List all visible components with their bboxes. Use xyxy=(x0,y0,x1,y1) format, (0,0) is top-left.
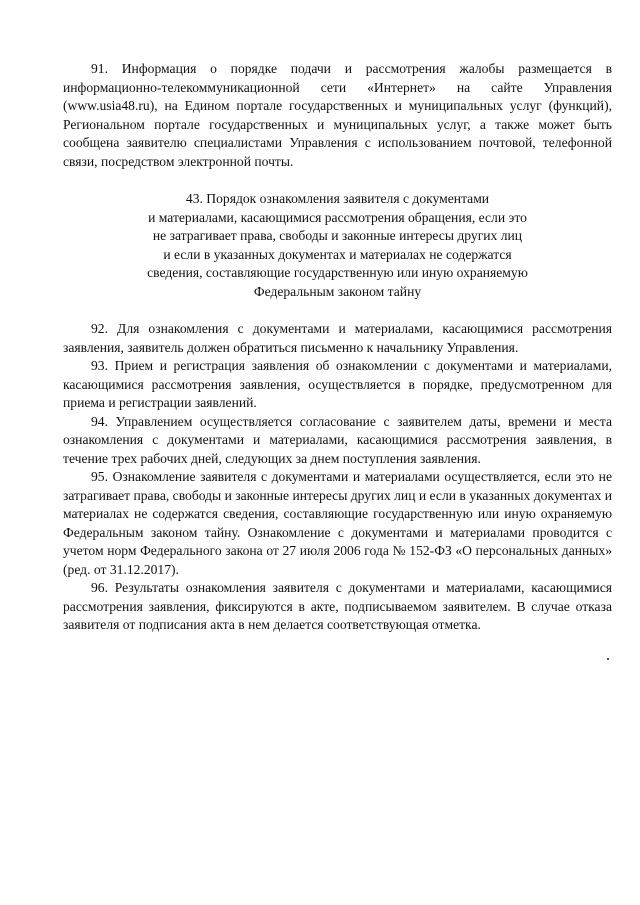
paragraph-93: 93. Прием и регистрация заявления об ознакомлении с документами и материалами, касающимися рассмотрения заявления, осуществляется в порядке, предусмотренном для приема и регистрации заявлений. xyxy=(63,358,612,410)
paragraph-92: 92. Для ознакомления с документами и материалами, касающимися рассмотрения заявления, заявитель должен обратиться письменно к начальнику Управления. xyxy=(63,321,612,355)
paragraph-95: 95. Ознакомление заявителя с документами и материалами осуществляется, если это не затрагивает права, свободы и законные интересы других лиц и если в указанных документах и материалах не содержатся сведения, составляющие государственную или иную охраняемую Федеральным законом тайну. Ознакомление с документами и материалами проводится с учетом норм Федерального закона от 27 июля 2006 года № 152-ФЗ «О персональных данных» (ред. от 31.12.2017). xyxy=(63,469,612,577)
heading-line-6: Федеральным законом тайну xyxy=(253,283,422,299)
heading-line-5: сведения, составляющие государственную или иную охраняемую xyxy=(147,265,528,280)
trailing-dot-mark xyxy=(607,658,609,660)
heading-line-4: и если в указанных документах и материалах не содержатся xyxy=(163,246,512,262)
heading-line-2: и материалами, касающимися рассмотрения обращения, если это xyxy=(148,209,527,225)
document-body xyxy=(63,60,612,635)
paragraph-94: 94. Управлением осуществляется согласование с заявителем даты, времени и места ознакомления с документами и материалами, касающимися рассмотрения заявления, в течение трех рабочих дней, следующих за днем поступления заявления. xyxy=(63,413,612,466)
paragraph-96: 96. Результаты ознакомления заявителя с документами и материалами, касающимися рассмотрения заявления, фиксируются в акте, подписываемом заявителем. В случае отказа заявителя от подписания акта в нем делается соответствующая отметка. xyxy=(63,580,612,632)
heading-line-1: 43. Порядок ознакомления заявителя с документами xyxy=(185,191,490,206)
paragraph-91: 91. Информация о порядке подачи и рассмотрения жалобы размещается в информационно-телекоммуникационной сети «Интернет» на сайте Управления (www.usia48.ru), на Едином портале государственных и муниципальных услуг (функций), Региональном портале государственных и муниципальных услуг, а также может быть сообщена заявителю специалистами Управления с использованием почтовой, телефонной связи, посредством электронной почты. xyxy=(63,61,612,169)
heading-line-3: не затрагивает права, свободы и законные интересы других лиц xyxy=(152,228,523,243)
section-43-heading xyxy=(63,190,612,301)
